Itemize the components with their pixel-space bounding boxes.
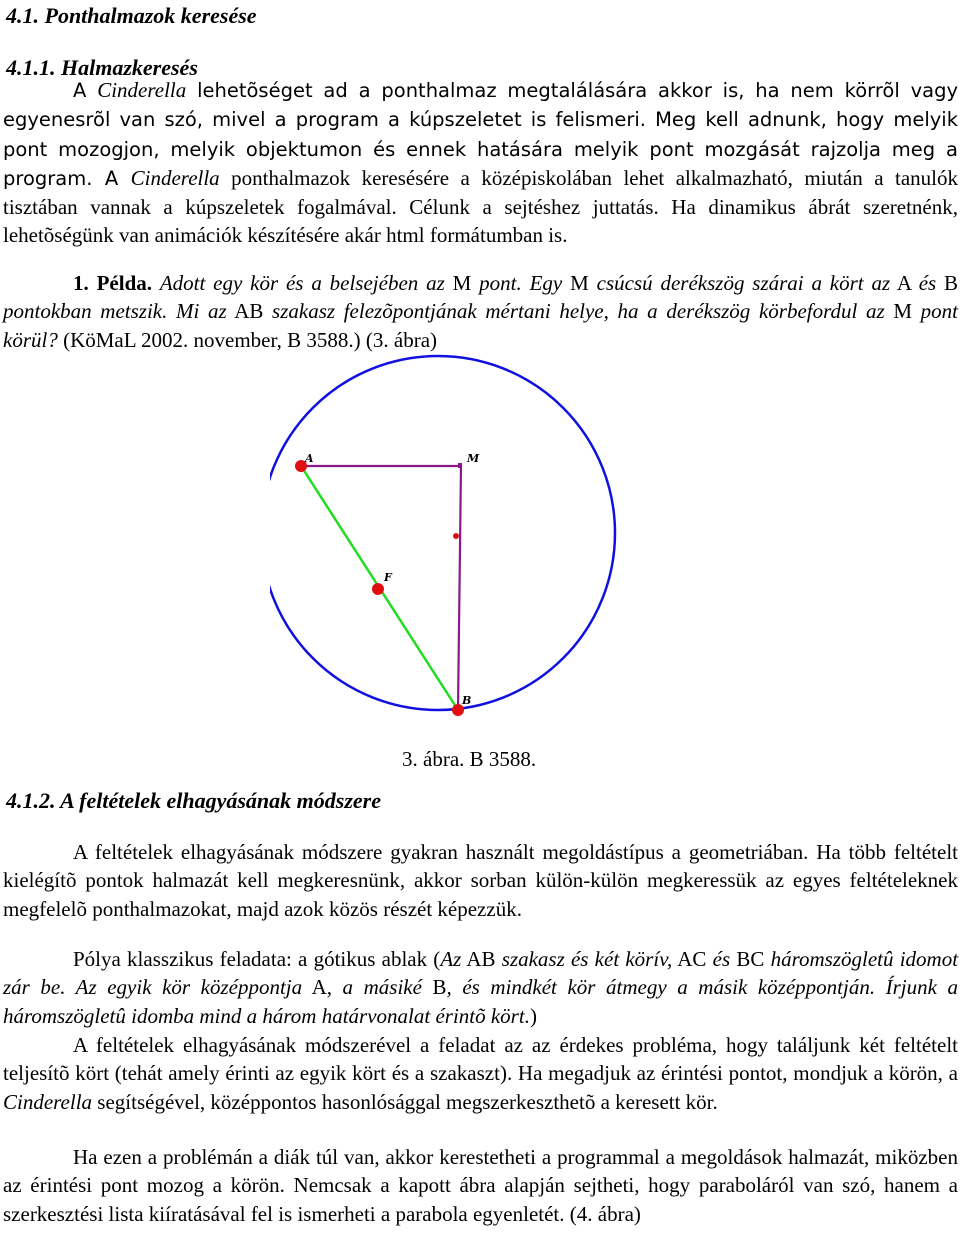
problem-text: , és mindkét kör átmegy a másik középpontján. Írjunk a háromszögletû idomba mind a három határvonalat érintõ kört. [3, 975, 959, 1028]
problem-text: pontokban metszik. [3, 299, 168, 324]
cinderella-term: Cinderella [130, 165, 220, 190]
text-run: Pólya klasszikus feladata: a gótikus ablak ( [73, 947, 441, 971]
segment-name: AB [234, 299, 264, 324]
problem-text: Egy [529, 271, 563, 295]
main-circle [270, 356, 615, 710]
locus-point-marker [453, 533, 459, 539]
problem-text: Mi az [176, 299, 227, 324]
text-run: segítségével, középpontos hasonlósággal megszerkeszthetõ a keresett kör. [92, 1089, 718, 1114]
parabola-paragraph: Ha ezen a problémán a diák túl van, akkor kerestetheti a programmal a megoldások halmazát, miközben az érintési pont mozog a körön. Nemcsak a kapott ábra alapján sejtheti, hogy paraboláról van szó, hanem a szerkesztési lista kiíratásával fel is ismerheti a parabola egyenletét. (4. ábra) [3, 1145, 958, 1226]
point-name: A [311, 975, 327, 1000]
text-run: lehetõséget ad a ponthalmaz megtalálására akkor is, ha nem körrõl vagy egyenesrõl van szó, mivel a program a kúpszeletet is felismeri. Meg kell adnunk, hogy melyik pont mozogjon, melyik objektumon és ennek hatására melyik pont mozgását rajzolja meg a program. A [3, 79, 959, 190]
label-a: A [305, 452, 314, 465]
point-name: B [432, 975, 447, 1000]
point-name: M [452, 271, 472, 295]
point-name: M [570, 271, 589, 295]
text-run: A feltételek elhagyásának módszerével a feladat az az érdekes probléma, hogy találjunk két feltételt teljesítõ kört (tehát amely érinti az egyik kört és a szakaszt). Ha megadjuk az érintési pontot, mondjuk a körön, a [3, 1033, 958, 1086]
solution-paragraph [3, 1031, 958, 1116]
method-paragraph: A feltételek elhagyásának módszere gyakran használt megoldástípus a geometriában. Ha több feltételt kielégítõ pontok halmazát kell megkeresnünk, akkor sorban külön-külön megkeressük az egyes feltételeknek megfelelõ ponthalmazokat, majd azok közös részét képezzük. [3, 840, 958, 921]
problem-text: Az [440, 947, 462, 971]
subsection-title: 4.1.1. Halmazkeresés [6, 55, 198, 80]
problem-text: és [712, 947, 731, 971]
cinderella-term: Cinderella [97, 78, 187, 102]
point-name: M [893, 299, 913, 324]
problem-text: szakasz felezõpontjának mértani helye, ha a derékszög körbefordul az [272, 299, 885, 324]
point-name: B [944, 271, 959, 295]
problem-text: pont. [479, 271, 522, 295]
arc-name: AC [677, 947, 707, 971]
subsection-title: 4.1.2. A feltételek elhagyásának módszere [6, 788, 381, 813]
figure-caption: 3. ábra. B 3588. [402, 747, 537, 771]
point-f-marker [372, 583, 384, 595]
label-m: M [467, 452, 480, 465]
label-b: B [462, 694, 472, 707]
problem-text: pont körül? [3, 299, 959, 352]
polya-problem-paragraph [3, 945, 958, 1030]
section-title: 4.1. Ponthalmazok keresése [6, 3, 257, 28]
figure-3-diagram [270, 340, 700, 750]
text-run: ) [529, 1003, 537, 1028]
intro-paragraph [3, 76, 958, 250]
segment-mb [458, 466, 461, 710]
problem-text: , a másiké [326, 975, 422, 1000]
problem-text: szakasz és két körív, [501, 947, 673, 971]
problem-text: Adott egy kör és a belsejében az [159, 271, 445, 295]
label-f: F [384, 571, 392, 584]
point-name: A [896, 271, 911, 295]
example-label: 1. Példa. [73, 271, 152, 295]
problem-text: és [918, 271, 937, 295]
cinderella-term: Cinderella [3, 1089, 93, 1114]
arc-name: BC [736, 947, 765, 971]
segment-name: AB [466, 947, 496, 971]
problem-text: háromszögletû idomot zár be. Az egyik kör középpontja [3, 947, 959, 1000]
text-run: ponthalmazok keresésére a középiskolában lehet alkalmazható, miután a tanulók tisztában vannak a kúpszeletek fogalmával. Célunk a sejtéshez juttatás. Ha dinamikus ábrát szeretnénk, lehetõségünk van animációk készítésére akár html formátumban is. [3, 165, 959, 248]
text-run: A [73, 79, 98, 102]
source-reference: (KöMaL 2002. november, B 3588.) (3. ábra) [63, 327, 438, 352]
problem-text: csúcsú derékszög szárai a kört az [596, 271, 891, 295]
point-m-marker [458, 463, 462, 468]
